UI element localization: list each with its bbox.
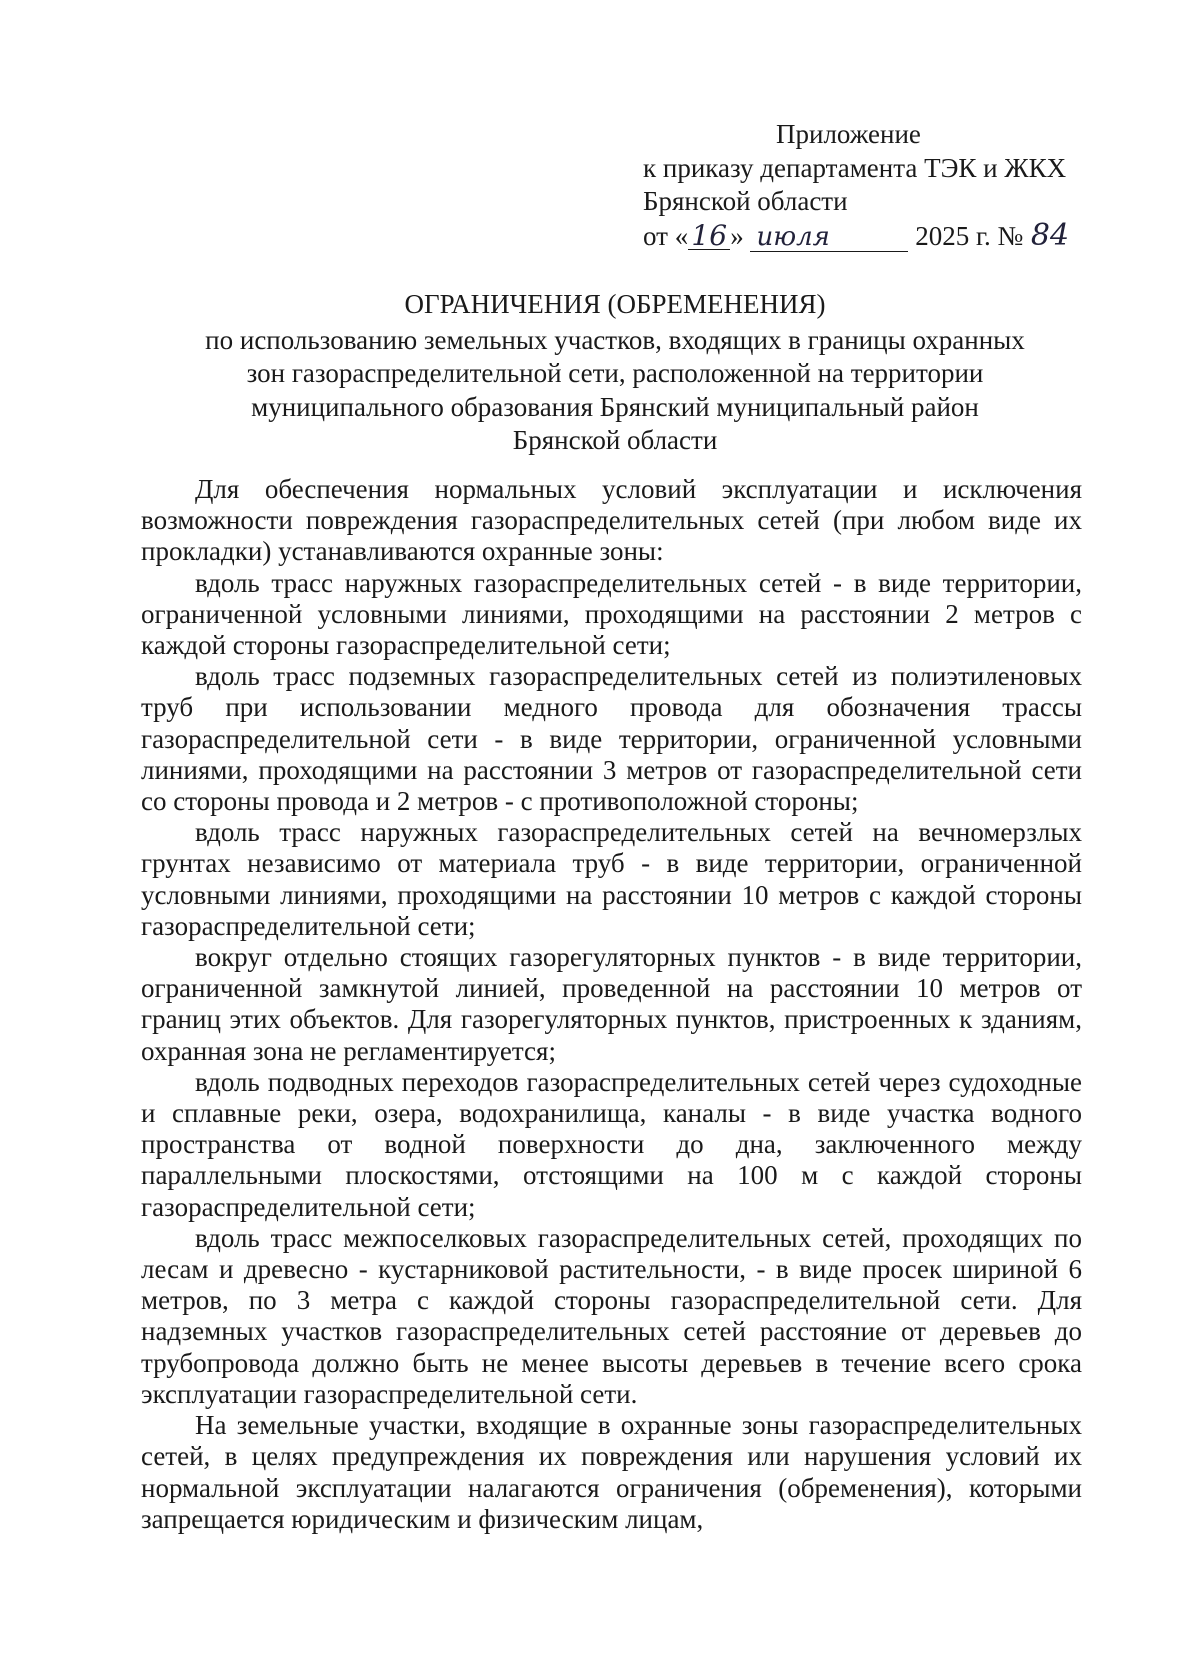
subtitle-line: Брянской области: [512, 425, 718, 455]
appendix-order-ref: к приказу департамента ТЭК и ЖКХ: [643, 152, 1067, 183]
date-prefix: от «: [643, 220, 689, 251]
appendix-label: Приложение: [776, 119, 921, 149]
body-paragraph: вдоль трасс подземных газораспределительных сетей из полиэтиленовых труб при использовании медного провода для обозначения трассы газораспределительной сети - в виде территории, ограниченной условными линиями, проходящими на расстоянии 3 метров от газораспределительной сети со стороны провода и 2 метров - с противоположной стороны;: [141, 661, 1082, 817]
handwritten-doc-number: 84: [1030, 217, 1070, 253]
body-paragraph: вдоль трасс наружных газораспределительных сетей - в виде территории, ограниченной условными линиями, проходящими на расстоянии 2 метров с каждой стороны газораспределительной сети;: [141, 567, 1082, 661]
subtitle-line: муниципального образования Брянский муниципальный район: [251, 391, 979, 422]
body-paragraph: вдоль трасс межпоселковых газораспределительных сетей, проходящих по лесам и древесно - кустарниковой растительности, - в виде просек шириной 6 метров, по 3 метра с каждой стороны газораспределительной сети. Для надземных участков газораспределительных сетей расстояние от деревьев до трубопровода должно быть не менее высоты деревьев в течение всего срока эксплуатации газораспределительной сети.: [141, 1222, 1082, 1409]
body-paragraph: вокруг отдельно стоящих газорегуляторных пунктов - в виде территории, ограниченной замкнутой линией, проведенной на расстоянии 10 метров от границ этих объектов. Для газорегуляторных пунктов, пристроенных к зданиям, охранная зона не регламентируется;: [141, 942, 1082, 1066]
document-heading: ОГРАНИЧЕНИЯ (ОБРЕМЕНЕНИЯ): [404, 289, 826, 319]
subtitle-line: зон газораспределительной сети, расположенной на территории: [246, 358, 984, 388]
appendix-region: Брянской области: [643, 186, 848, 216]
subtitle-line: по использованию земельных участков, входящих в границы охранных: [205, 324, 1025, 355]
handwritten-month: июля: [750, 221, 908, 255]
body-paragraph: Для обеспечения нормальных условий эксплуатации и исключения возможности повреждения газораспределительных сетей (при любом виде их прокладки) устанавливаются охранные зоны:: [141, 474, 1082, 567]
document-title-block: [150, 288, 1080, 458]
handwritten-day: 16: [688, 219, 730, 253]
body-paragraph: вдоль подводных переходов газораспределительных сетей через судоходные и сплавные реки, озера, водохранилища, каналы - в виде участка водного пространства от водной поверхности до дна, заключенного между параллельными плоскостями, отстоящими на 100 м с каждой стороны газораспределительной сети;: [141, 1066, 1082, 1222]
appendix-block: [643, 118, 1070, 254]
date-year: 2025 г. №: [908, 220, 1030, 251]
body-paragraph: вдоль трасс наружных газораспределительных сетей на вечномерзлых грунтах независимо от материала труб - в виде территории, ограниченной условными линиями, проходящими на расстоянии 10 метров с каждой стороны газораспределительной сети;: [141, 817, 1082, 941]
document-body: [141, 474, 1082, 1535]
date-quote-close: »: [730, 220, 744, 251]
body-paragraph: На земельные участки, входящие в охранные зоны газораспределительных сетей, в целях предупреждения их повреждения или нарушения условий их нормальной эксплуатации налагаются ограничения (обременения), которыми запрещается юридическим и физическим лицам,: [141, 1410, 1082, 1534]
appendix-date-line: [643, 219, 1070, 255]
